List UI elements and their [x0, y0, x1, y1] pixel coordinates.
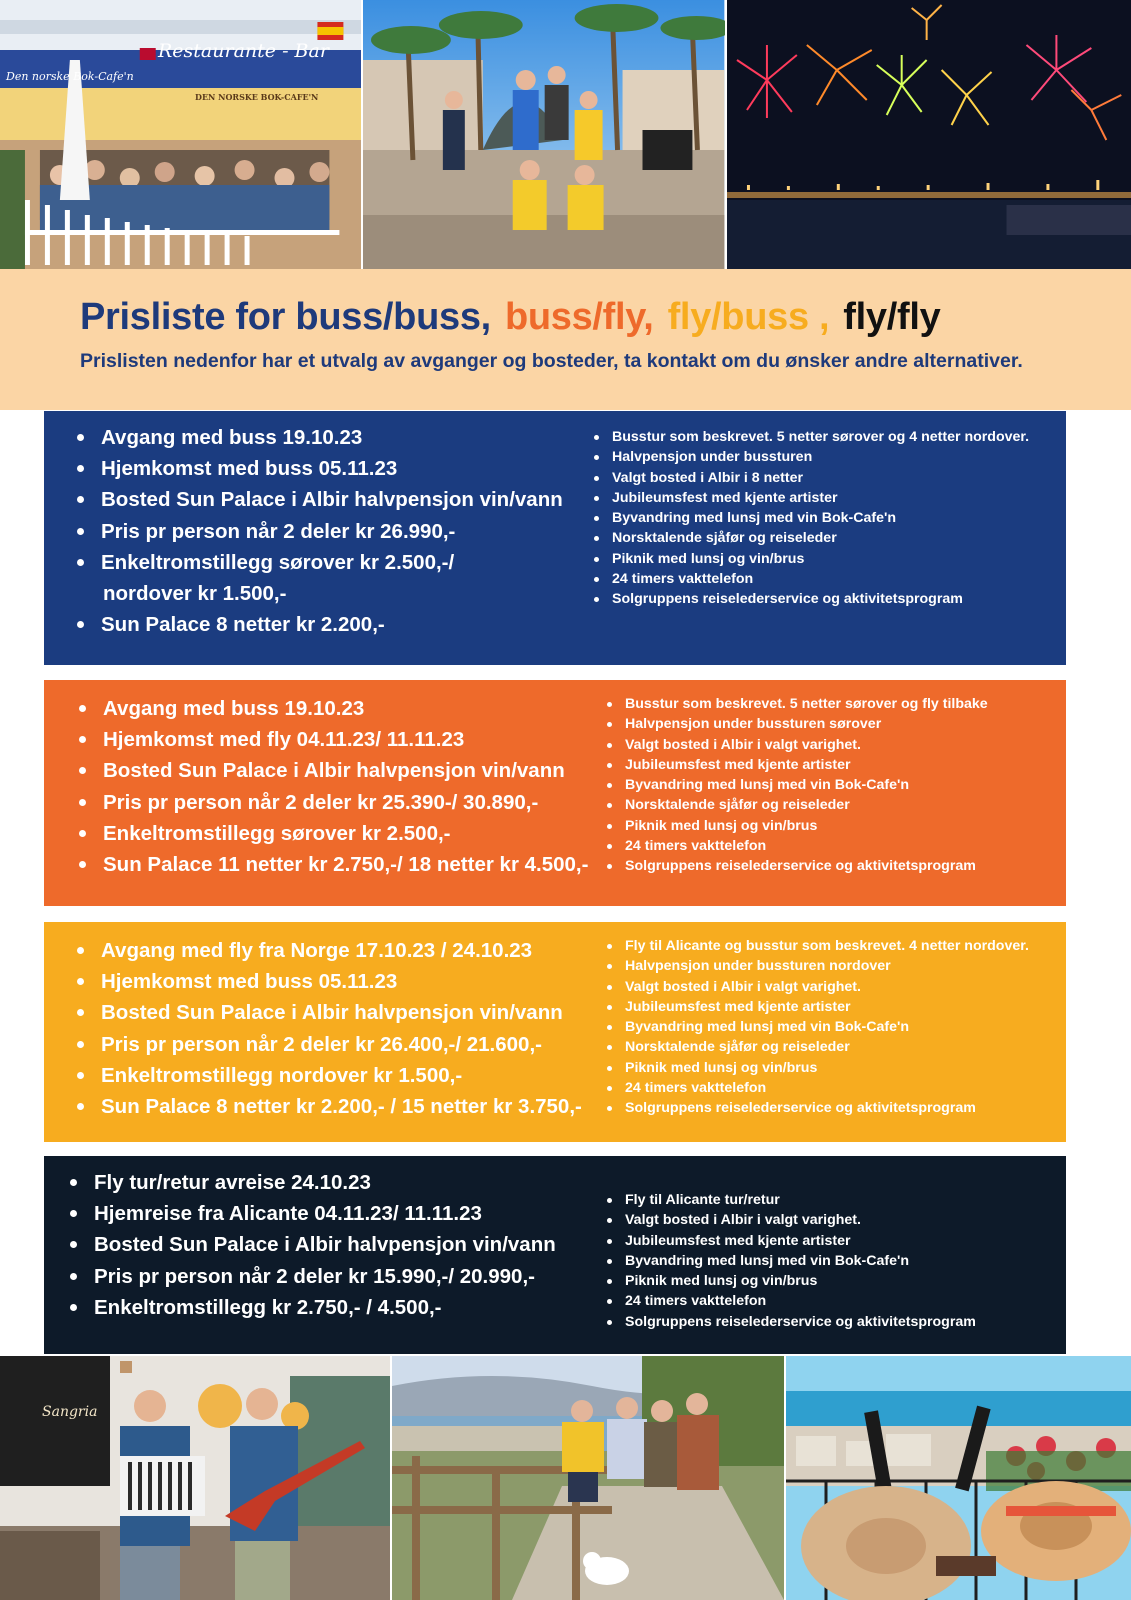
included-item: Piknik med lunsj og vin/brus [606, 1058, 1029, 1078]
musicians-photo [0, 1356, 390, 1600]
included-item: Valgt bosted i Albir i valgt varighet. [606, 977, 1029, 997]
page-subtitle: Prislisten nedenfor har et utvalg av avganger og bosteder, ta kontakt om du ønsker andre alternativer. [80, 350, 1023, 372]
offer-panel-fly-buss [44, 922, 1066, 1142]
included-item: Solgruppens reiselederservice og aktivitetsprogram [606, 856, 988, 876]
offer-detail-item: Enkeltromstillegg sørover kr 2.500,- [79, 818, 588, 849]
included-item: Byvandring med lunsj med vin Bok-Cafe'n [593, 508, 1029, 528]
offer-details-list [79, 693, 588, 880]
offer-detail-item: Fly tur/retur avreise 24.10.23 [70, 1167, 556, 1198]
included-item: Norsktalende sjåfør og reiseleder [593, 528, 1029, 548]
included-item: Solgruppens reiselederservice og aktivitetsprogram [606, 1312, 976, 1332]
bok-cafe-sign: Den norske Bok-Cafe'n [6, 70, 134, 83]
included-item: Halvpensjon under bussturen sørover [606, 714, 988, 734]
offer-detail-item: Hjemkomst med buss 05.11.23 [77, 966, 582, 997]
included-item: Solgruppens reiselederservice og aktivitetsprogram [593, 589, 1029, 609]
price-list-header [0, 269, 1131, 410]
included-item: Piknik med lunsj og vin/brus [593, 549, 1029, 569]
offer-detail-item: Bosted Sun Palace i Albir halvpensjon vin/vann [79, 755, 588, 786]
included-item: Valgt bosted i Albir i valgt varighet. [606, 735, 988, 755]
included-item: Halvpensjon under bussturen [593, 447, 1029, 467]
included-item: 24 timers vakttelefon [606, 836, 988, 856]
offer-panel-fly-fly [44, 1156, 1066, 1354]
offer-panel-buss-fly [44, 680, 1066, 906]
included-item: Solgruppens reiselederservice og aktivitetsprogram [606, 1098, 1029, 1118]
offer-detail-item: Sun Palace 8 netter kr 2.200,- [77, 609, 563, 640]
title-fly-fly: fly/fly [843, 296, 941, 338]
awning-text: DEN NORSKE BOK-CAFE'N [195, 92, 319, 102]
offer-detail-item: Avgang med fly fra Norge 17.10.23 / 24.10.23 [77, 935, 582, 966]
included-item: Norsktalende sjåfør og reiseleder [606, 1037, 1029, 1057]
page-title [80, 296, 954, 339]
title-buss-buss: Prisliste for buss/buss, [80, 296, 491, 338]
title-fly-buss: fly/buss , [667, 296, 830, 338]
included-list [593, 427, 1029, 610]
offer-detail-item: Enkeltromstillegg sørover kr 2.500,-/ [77, 547, 563, 578]
included-item: Norsktalende sjåfør og reiseleder [606, 795, 988, 815]
included-item: Fly til Alicante tur/retur [606, 1190, 976, 1210]
offer-detail-item: Hjemkomst med fly 04.11.23/ 11.11.23 [79, 724, 588, 755]
included-item: Byvandring med lunsj med vin Bok-Cafe'n [606, 775, 988, 795]
included-item: Valgt bosted i Albir i valgt varighet. [606, 1210, 976, 1230]
offer-detail-item: Bosted Sun Palace i Albir halvpensjon vin/vann [70, 1229, 556, 1260]
balcony-relax-photo [786, 1356, 1131, 1600]
included-list [606, 694, 988, 877]
included-item: 24 timers vakttelefon [606, 1291, 976, 1311]
offer-details-list [70, 1167, 556, 1323]
included-item: Jubileumsfest med kjente artister [606, 1231, 976, 1251]
offer-detail-item: Avgang med buss 19.10.23 [77, 422, 563, 453]
included-item: Jubileumsfest med kjente artister [606, 997, 1029, 1017]
offer-detail-item: Enkeltromstillegg kr 2.750,- / 4.500,- [70, 1292, 556, 1323]
restaurant-photo [0, 0, 361, 269]
top-photo-strip [0, 0, 1131, 269]
included-list [606, 936, 1029, 1119]
offer-detail-item: Enkeltromstillegg nordover kr 1.500,- [77, 1060, 582, 1091]
included-item: Busstur som beskrevet. 5 netter sørover og fly tilbake [606, 694, 988, 714]
included-item: Halvpensjon under bussturen nordover [606, 956, 1029, 976]
included-item: Valgt bosted i Albir i 8 netter [593, 468, 1029, 488]
offer-detail-item: Pris pr person når 2 deler kr 26.990,- [77, 516, 563, 547]
offer-detail-item: Bosted Sun Palace i Albir halvpensjon vin/vann [77, 997, 582, 1028]
included-item: Busstur som beskrevet. 5 netter sørover og 4 netter nordover. [593, 427, 1029, 447]
fireworks-photo [727, 0, 1131, 269]
hikers-photo [392, 1356, 784, 1600]
included-item: Piknik med lunsj og vin/brus [606, 816, 988, 836]
offer-detail-item: Pris pr person når 2 deler kr 15.990,-/ 20.990,- [70, 1261, 556, 1292]
group-promenade-photo [363, 0, 724, 269]
offer-detail-item: Sun Palace 8 netter kr 2.200,- / 15 netter kr 3.750,- [77, 1091, 582, 1122]
offer-detail-item: Hjemreise fra Alicante 04.11.23/ 11.11.23 [70, 1198, 556, 1229]
offer-details-list [77, 422, 563, 640]
included-item: Piknik med lunsj og vin/brus [606, 1271, 976, 1291]
offer-detail-item: Bosted Sun Palace i Albir halvpensjon vin/vann [77, 484, 563, 515]
included-item: Jubileumsfest med kjente artister [593, 488, 1029, 508]
included-item: 24 timers vakttelefon [593, 569, 1029, 589]
title-buss-fly: buss/fly, [504, 296, 654, 338]
included-item: 24 timers vakttelefon [606, 1078, 1029, 1098]
offer-detail-item: Hjemkomst med buss 05.11.23 [77, 453, 563, 484]
included-item: Byvandring med lunsj med vin Bok-Cafe'n [606, 1251, 976, 1271]
offer-detail-item: Avgang med buss 19.10.23 [79, 693, 588, 724]
offer-panel-buss-buss [44, 411, 1066, 665]
included-list [606, 1190, 976, 1332]
offer-detail-item: Pris pr person når 2 deler kr 25.390-/ 30.890,- [79, 787, 588, 818]
included-item: Jubileumsfest med kjente artister [606, 755, 988, 775]
restaurant-sign: Restaurante - Bar [158, 40, 329, 62]
offer-details-list [77, 935, 582, 1122]
bottom-photo-strip [0, 1356, 1131, 1600]
chalkboard-text: Sangria [42, 1404, 98, 1420]
offer-detail-item: nordover kr 1.500,- [103, 582, 287, 606]
included-item: Fly til Alicante og busstur som beskrevet. 4 netter nordover. [606, 936, 1029, 956]
offer-detail-item: Sun Palace 11 netter kr 2.750,-/ 18 netter kr 4.500,- [79, 849, 588, 880]
included-item: Byvandring med lunsj med vin Bok-Cafe'n [606, 1017, 1029, 1037]
offer-detail-item: Pris pr person når 2 deler kr 26.400,-/ 21.600,- [77, 1029, 582, 1060]
